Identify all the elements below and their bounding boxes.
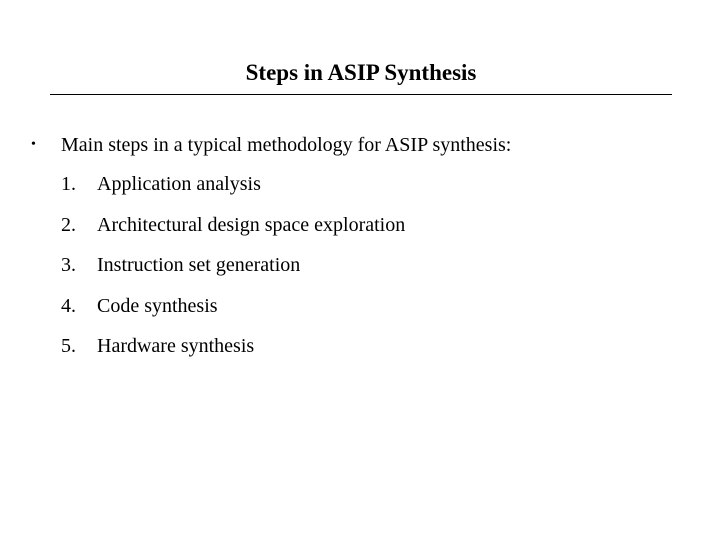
slide-title: Steps in ASIP Synthesis bbox=[245, 60, 477, 85]
bullet-text: Main steps in a typical methodology for ASIP synthesis: bbox=[61, 134, 512, 156]
step-label: Hardware synthesis bbox=[97, 335, 255, 357]
step-label: Instruction set generation bbox=[97, 254, 301, 276]
step-label: Code synthesis bbox=[97, 294, 218, 317]
step-label: Application analysis bbox=[97, 173, 261, 195]
step-item bbox=[0, 211, 720, 252]
step-number: 4. bbox=[61, 294, 76, 317]
step-item bbox=[0, 292, 720, 333]
main-bullet bbox=[0, 131, 720, 159]
step-label: Architectural design space exploration bbox=[97, 213, 406, 236]
step-item bbox=[0, 251, 720, 292]
step-number: 2. bbox=[61, 213, 76, 236]
step-number: 3. bbox=[61, 254, 76, 276]
title-divider bbox=[50, 94, 672, 95]
step-number: 5. bbox=[61, 335, 76, 357]
step-number: 1. bbox=[61, 173, 76, 195]
steps-list bbox=[0, 170, 720, 373]
step-item bbox=[0, 332, 720, 373]
bullet-marker: • bbox=[31, 137, 36, 152]
step-item bbox=[0, 170, 720, 211]
